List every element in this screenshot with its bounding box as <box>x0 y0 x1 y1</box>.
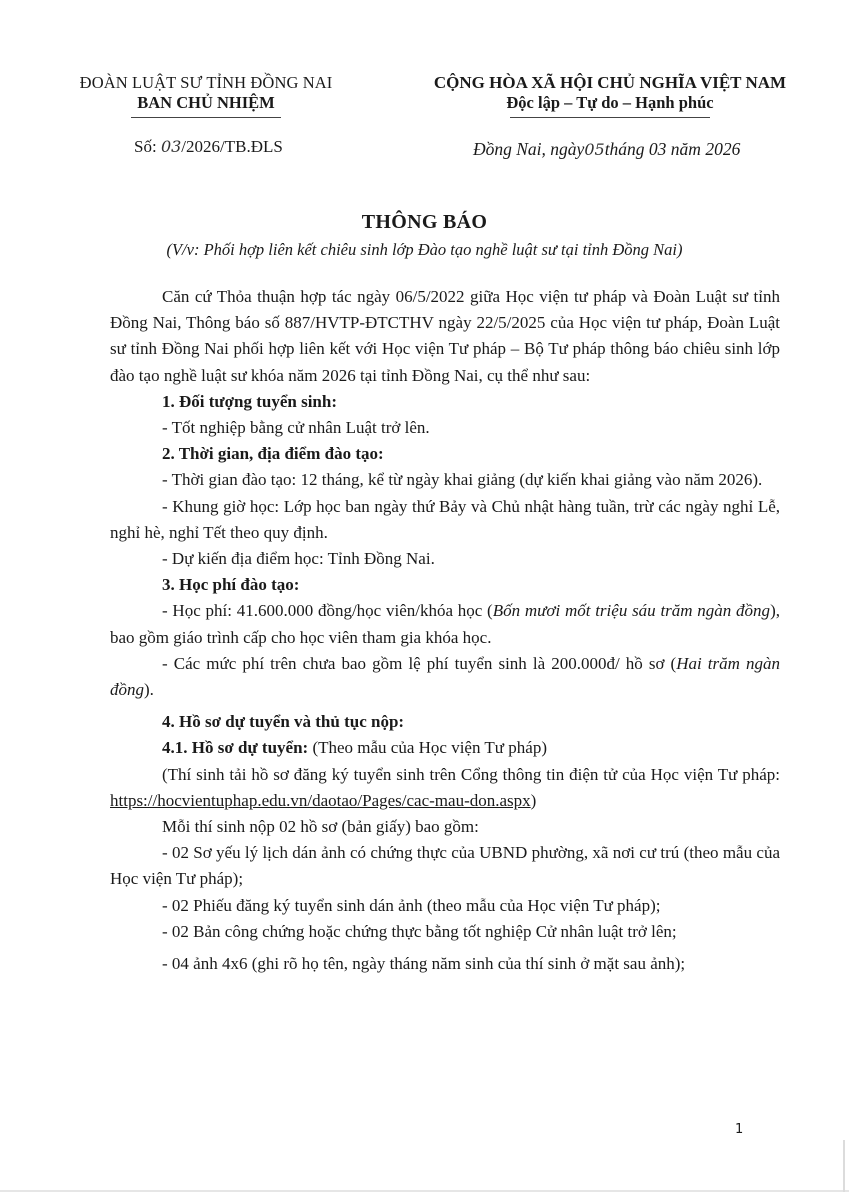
dossier-intro: Mỗi thí sinh nộp 02 hồ sơ (bản giấy) bao gồm: <box>162 817 479 837</box>
dossier-item: - 04 ảnh 4x6 (ghi rõ họ tên, ngày tháng năm sinh của thí sinh ở mặt sau ảnh); <box>162 954 686 974</box>
registration-fee-item <box>110 651 780 703</box>
scan-edge <box>0 1190 849 1192</box>
registration-fee-text: - Các mức phí trên chưa bao gồm lệ phí tuyển sinh là 200.000đ/ hồ sơ ( <box>162 653 677 673</box>
registration-fee-suffix: ). <box>144 680 154 700</box>
section-4-1-heading: 4.1. Hồ sơ dự tuyển: <box>162 738 309 758</box>
national-motto: Độc lập – Tự do – Hạnh phúc <box>506 93 714 112</box>
section-2-item: - Thời gian đào tạo: 12 tháng, kể từ ngày khai giảng (dự kiến khai giảng vào năm 2026). <box>162 470 763 490</box>
document-number-suffix: /2026/TB.ĐLS <box>181 137 283 156</box>
dossier-item: - 02 Bản công chứng hoặc chứng thực bằng tốt nghiệp Cử nhân luật trở lên; <box>162 921 677 941</box>
issuer-organization: ĐOÀN LUẬT SƯ TỈNH ĐỒNG NAI <box>79 73 333 92</box>
national-title: CỘNG HÒA XÃ HỘI CHỦ NGHĨA VIỆT NAM <box>433 73 787 92</box>
section-3-heading: 3. Học phí đào tạo: <box>162 575 300 595</box>
section-2-item: - Dự kiến địa điểm học: Tỉnh Đồng Nai. <box>162 549 435 569</box>
document-subtitle: (V/v: Phối hợp liên kết chiêu sinh lớp Đào tạo nghề luật sư tại tỉnh Đồng Nai) <box>166 240 683 259</box>
date-day-handwritten: 05 <box>584 140 605 159</box>
issuer-department: BAN CHỦ NHIỆM <box>137 93 275 112</box>
forms-download-link[interactable]: https://hocvientuphap.edu.vn/daotao/Pages/cac-mau-don.aspx <box>110 790 531 810</box>
national-header-block <box>400 73 820 118</box>
page-number: 1 <box>735 1122 744 1137</box>
tuition-fee-text: - Học phí: 41.600.000 đồng/học viên/khóa học ( <box>162 601 493 621</box>
tuition-fee-suffix: ), bao gồm giáo trình cấp cho học viên tham gia khóa học. <box>110 601 780 647</box>
document-date <box>473 139 740 160</box>
dossier-item: - 02 Phiếu đăng ký tuyển sinh dán ảnh (theo mẫu của Học viện Tư pháp); <box>162 895 661 915</box>
intro-paragraph: Căn cứ Thỏa thuận hợp tác ngày 06/5/2022 giữa Học viện tư pháp và Đoàn Luật sư tỉnh Đồng Nai, Thông báo số 887/HVTP-ĐTCTHV ngày 22/5/2025 của Học viện tư pháp, Đoàn Luật sư tỉnh Đồng Nai phối hợp liên kết với Học viện Tư pháp – Bộ Tư pháp thông báo chiêu sinh lớp đào tạo nghề luật sư khóa năm 2026 tại tỉnh Đồng Nai, cụ thể như sau: <box>110 287 780 385</box>
tuition-fee-item <box>110 598 780 650</box>
section-4-1-line <box>110 735 780 761</box>
section-1-item: - Tốt nghiệp bằng cử nhân Luật trở lên. <box>162 418 430 438</box>
document-number-handwritten: 03 <box>160 137 182 156</box>
document-number <box>134 137 283 157</box>
registration-fee-words: Hai trăm ngàn đồng <box>110 653 780 700</box>
document-body <box>110 284 780 977</box>
tuition-fee-words: Bốn mươi mốt triệu sáu trăm ngàn đồng <box>492 601 771 621</box>
date-prefix: Đồng Nai, ngày <box>473 139 585 159</box>
download-suffix: ) <box>530 790 537 810</box>
date-suffix: tháng 03 năm 2026 <box>604 139 741 159</box>
section-1-heading: 1. Đối tượng tuyển sinh: <box>162 391 338 411</box>
scan-edge <box>843 1140 845 1192</box>
document-title: THÔNG BÁO <box>361 211 488 233</box>
section-4-1-note: (Theo mẫu của Học viện Tư pháp) <box>308 738 547 758</box>
download-text: (Thí sinh tải hồ sơ đăng ký tuyển sinh trên Cổng thông tin điện tử của Học viện Tư pháp: <box>162 764 780 784</box>
document-number-prefix: Số: <box>134 137 161 156</box>
section-2-item: - Khung giờ học: Lớp học ban ngày thứ Bảy và Chủ nhật hàng tuần, trừ các ngày nghỉ Lễ, nghỉ hè, nghỉ Tết theo quy định. <box>110 496 780 542</box>
motto-underline <box>510 117 710 118</box>
section-2-heading: 2. Thời gian, địa điểm đào tạo: <box>162 444 384 464</box>
issuer-underline <box>131 117 281 118</box>
download-instructions <box>110 762 780 814</box>
issuer-block <box>62 73 350 118</box>
dossier-item: - 02 Sơ yếu lý lịch dán ảnh có chứng thực của UBND phường, xã nơi cư trú (theo mẫu của Học viện Tư pháp); <box>110 843 780 889</box>
section-4-heading: 4. Hồ sơ dự tuyển và thủ tục nộp: <box>162 712 405 732</box>
